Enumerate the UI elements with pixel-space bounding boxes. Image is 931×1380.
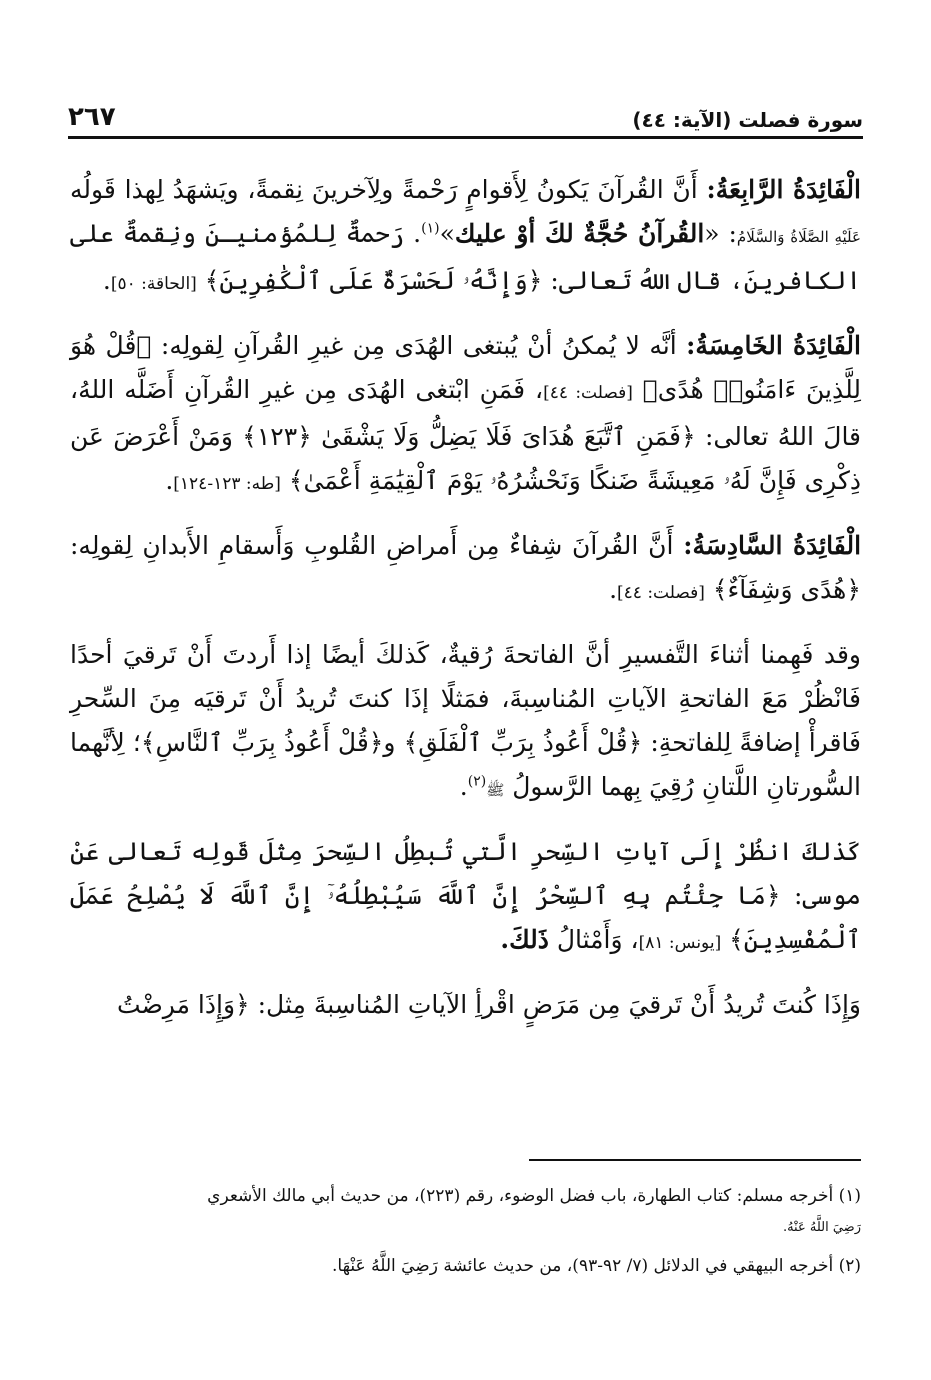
paragraph-text: . <box>102 266 111 295</box>
paragraph-text: وقد فَهِمنا أثناءَ التَّفسيرِ أنَّ الفاتحةَ رُقيةٌ، كَذلكَ أيضًا إذا أَردتَ أَنْ تَرقيَ أحدًا فَانْظُرْ مَعَ الفاتحةِ الآياتِ المُناسِبةَ، فمَثلًا إذَا كنتَ تُريدُ أَنْ تَرقيَه مِنَ السِّحرِ فَاقرأْ إضافةً لِلفاتحةِ: ﴿قُلْ أَعُوذُ بِرَبِّ ٱلْفَلَقِ﴾ و﴿قُلْ أَعُوذُ بِرَبِّ ٱلنَّاسِ﴾؛ لِأنَّهما السُّورتانِ اللَّتانِ رُقِيَ بِهما الرَّسولُ <box>70 640 861 801</box>
paragraph-fourth-benefit <box>70 168 861 306</box>
paragraph-sixth-benefit <box>70 524 861 615</box>
paragraph-text: . رَحمةٌ لِلمُؤمنيـنَ ونِقمةٌ على الكافرينَ، قال اللهُ تَعالى: ﴿وَإِنَّهُۥ لَحَسْرَةٌ عَلَى ٱلْكَٰفِرِينَ﴾ <box>70 219 861 295</box>
paragraph-ruqya <box>70 633 861 812</box>
paragraph-text: وَإِذَا كُنتَ تُريدُ أَنْ تَرقيَ مِن مَرَضٍ اقْرأِ الآياتِ المُناسِبةَ مِثل: ﴿وَإِذَا مَرِضْتُ <box>117 990 861 1019</box>
paragraph-illness <box>70 983 861 1027</box>
paragraph-heading: الْفَائِدَةُ الرَّابِعَةُ: <box>706 175 861 204</box>
footnote-marker[interactable]: (١) <box>421 220 440 237</box>
paragraph-fifth-benefit <box>70 324 861 506</box>
footnote-text: (٢) أخرجه البيهقي في الدلائل (٧/ ٩٢-٩٣)، من حديث عائشة <box>443 1256 861 1276</box>
body-text <box>70 168 861 1045</box>
page-number: ٢٦٧ <box>68 102 116 132</box>
footnote-marker[interactable]: (٢) <box>467 773 487 790</box>
verse-reference: [يونس: ٨١] <box>638 933 722 953</box>
paragraph-heading: الْفَائِدَةُ السَّادِسَةُ: <box>683 531 862 560</box>
footnote-text: (١) أخرجه مسلم: كتاب الطهارة، باب فضل الوضوء، رقم (٢٢٣)، من حديث أبي مالك الأشعري <box>207 1186 861 1206</box>
paragraph-text: . <box>459 772 468 801</box>
honorific: ﷺ <box>486 781 505 799</box>
footnotes <box>70 1180 861 1288</box>
verse-reference: [فصلت: ٤٤] <box>617 583 705 603</box>
honorific: عَلَيْهِ الصَّلَاةُ وَالسَّلَامُ <box>736 228 861 246</box>
paragraph-magic-verses <box>70 830 861 965</box>
paragraph-text: أنَّه لا يُمكنُ أنْ يُبتغى الهُدَى مِن غيرِ القُرآنِ لِقولِه: ﴿قُلْ هُوَ لِلَّذِينَ ءَامَنُوا۟ هُدًى﴾ <box>70 331 862 404</box>
paragraph-heading: الْفَائِدَةُ الخَامِسَةُ: <box>686 331 861 360</box>
paragraph-text: ، فَمَنِ ابْتغى الهُدَى مِن غيرِ القُرآنِ أَضَلَّه اللهُ، قالَ اللهُ تعالى: ﴿فَمَنِ ٱتَّبَعَ هُدَاىَ فَلَا يَضِلُّ وَلَا يَشْقَىٰ ﴿١٢٣﴾ وَمَنْ أَعْرَضَ عَن ذِكْرِى فَإِنَّ لَهُۥ مَعِيشَةً ضَنكًا وَنَحْشُرُهُۥ يَوْمَ ٱلْقِيَٰمَةِ أَعْمَىٰ﴾ <box>70 375 862 495</box>
footnote-divider <box>529 1159 861 1161</box>
footnote-2 <box>70 1250 861 1282</box>
paragraph-text: : « <box>704 219 737 248</box>
page-header <box>68 92 863 139</box>
verse-reference: [الحاقة: ٥٠] <box>110 274 197 294</box>
paragraph-text: » <box>439 219 455 248</box>
honorific: رَضِيَ اللَّهُ عَنْهَا. <box>331 1256 438 1276</box>
paragraph-closing: ذَلكَ. <box>500 925 549 954</box>
running-title: سورة فصلت (الآية: ٤٤) <box>632 108 863 132</box>
footnote-1 <box>70 1180 861 1244</box>
honorific: رَضِيَ اللَّهُ عَنْهُ. <box>782 1220 861 1235</box>
verse-reference: [طه: ١٢٣-١٢٤] <box>173 474 281 494</box>
verse-reference: [فصلت: ٤٤] <box>543 383 633 403</box>
paragraph-text: أَنَّ القُرآنَ يَكونُ لِأَقوامٍ رَحْمةً ولِآخرينَ نِقمةً، ويَشهَدُ لِهذا قَولُه <box>70 175 698 204</box>
paragraph-text: . <box>609 575 618 604</box>
paragraph-text: أَنَّ القُرآنَ شِفاءٌ مِن أَمراضِ القُلوبِ وَأَسقامِ الأَبدانِ لِقولِه: ﴿هُدًى وَشِفَآءٌ﴾ <box>70 531 861 604</box>
paragraph-text: ، وَأَمْثالُ <box>556 925 639 954</box>
hadith-quote: القُرآنُ حُجَّةٌ لكَ أوْ عليك <box>454 219 705 248</box>
paragraph-text: . <box>165 466 174 495</box>
paragraph-text: كَذلكَ انظُرْ إِلَى آياتِ السِّحرِ الَّتي تُبطِلُ السِّحرَ مِثلَ قَولِه تَعالى عَنْ موسى: ﴿مَا جِئْتُم بِهِ ٱلسِّحْرُ إِنَّ ٱللَّهَ سَيُبْطِلُهُۥٓ إِنَّ ٱللَّهَ لَا يُصْلِحُ عَمَلَ ٱلْمُفْسِدِينَ﴾ <box>70 837 861 954</box>
